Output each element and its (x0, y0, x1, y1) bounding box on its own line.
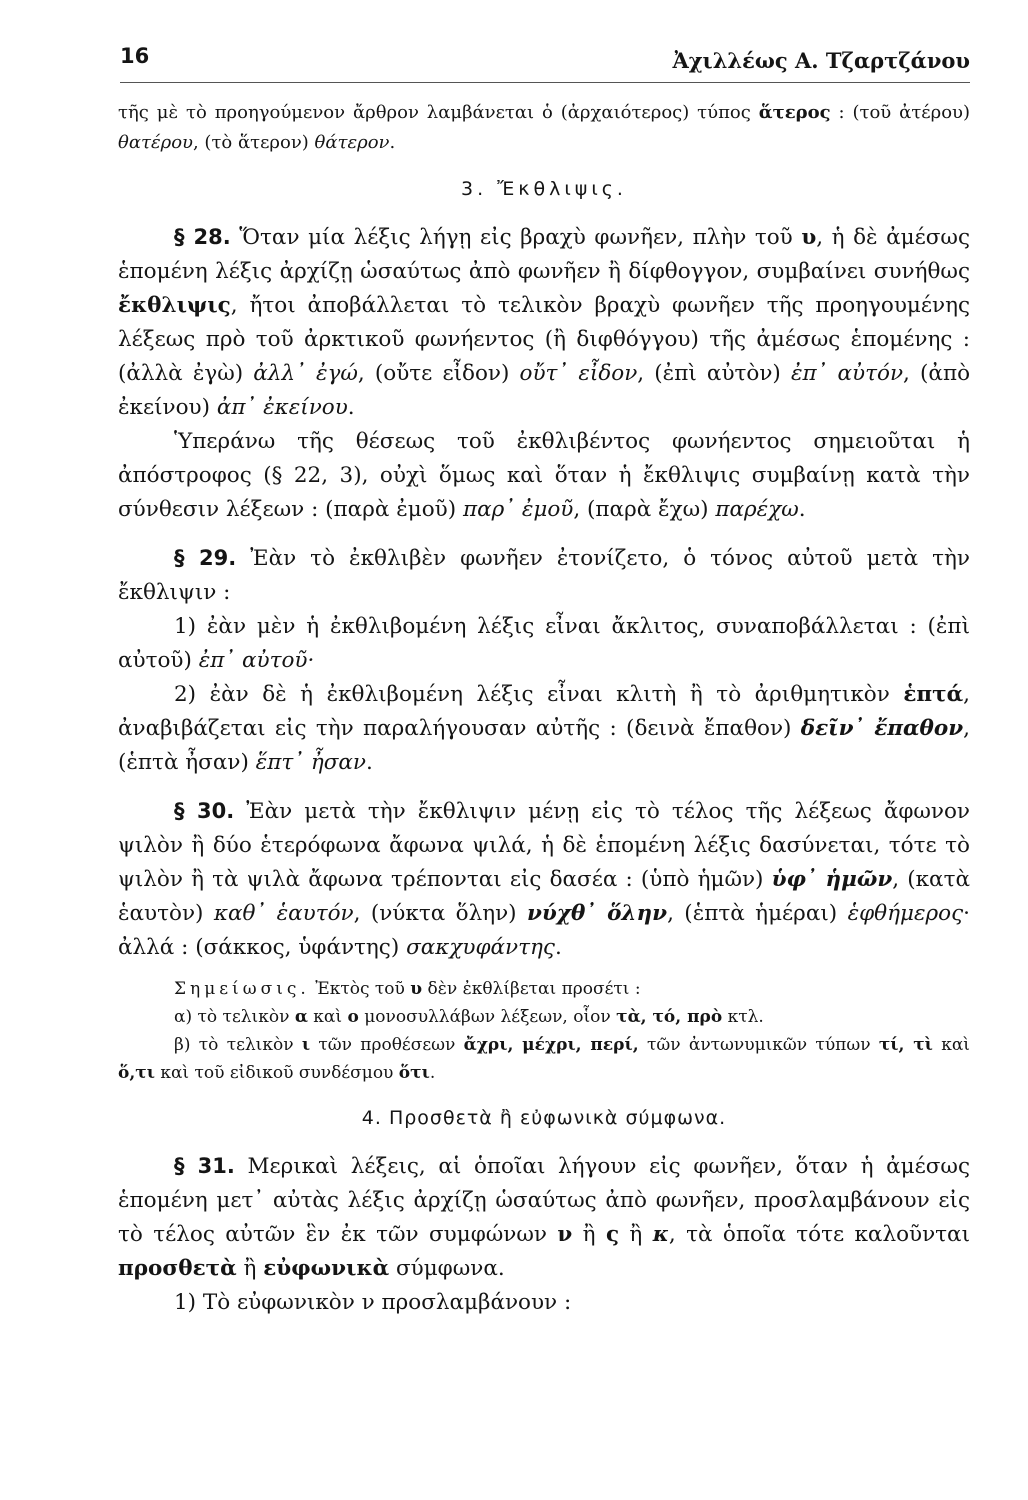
note-item-beta: β) τὸ τελικὸν ι τῶν προθέσεων ἄχρι, μέχρι, περί, τῶν ἀντωνυμικῶν τύπων τί, τὶ καὶ ὅ,τι καὶ τοῦ εἰδικοῦ συνδέσμου ὅτι. (118, 1035, 970, 1083)
note-block (118, 975, 970, 1087)
paragraph-29-item-2: 2) ἐὰν δὲ ἡ ἐκθλιβομένη λέξις εἶναι κλιτὴ ἢ τὸ ἀριθμητικὸν ἑπτά, ἀναβιβάζεται εἰς τὴν παραλήγουσαν αὐτῆς : (δεινὰ ἔπαθον) δεῖν᾿ ἔπαθον, (ἑπτὰ ἦσαν) ἕπτ᾿ ἦσαν. (118, 682, 971, 775)
intro-paragraph: τῆς μὲ τὸ προηγούμενον ἄρθρον λαμβάνεται ὁ (ἀρχαιότερος) τύπος ἅτερος : (τοῦ ἀτέρου) θατέρου, (τὸ ἅτερον) θάτερον. (118, 102, 970, 153)
paragraph-28: § 28. Ὅταν μία λέξις λήγῃ εἰς βραχὺ φωνῆεν, πλὴν τοῦ υ, ἡ δὲ ἀμέσως ἑπομένη λέξις ἀρχίζῃ ὡσαύτως ἀπὸ φωνῆεν ἢ δίφθογγον, συμβαίνει συνήθως ἔκθλιψις, ἤτοι ἀποβάλλεται τὸ τελικὸν βραχὺ φωνῆεν τῆς προηγουμένης λέξεως πρὸ τοῦ ἀρκτικοῦ φωνήεντος (ἢ διφθόγγου) τῆς ἀμέσως ἑπομένης : (ἀλλὰ ἐγὼ) ἀλλ᾿ ἐγώ, (οὔτε εἶδον) οὔτ᾿ εἶδον, (ἐπὶ αὐτὸν) ἐπ᾿ αὐτόν, (ἀπὸ ἐκείνου) ἀπ᾿ ἐκείνου. (118, 225, 971, 420)
subheading-ekthlipsis: 3. Ἔκθλιψις. (461, 178, 627, 200)
paragraph-31-item-1: 1) Τὸ εὐφωνικὸν ν προσλαμβάνουν : (174, 1290, 572, 1315)
paragraph-31: § 31. Μερικαὶ λέξεις, αἱ ὁποῖαι λήγουν εἰς φωνῆεν, ὅταν ἡ ἀμέσως ἑπομένη μετ᾿ αὐτὰς λέξις ἀρχίζῃ ὡσαύτως ἀπὸ φωνῆεν, προσλαμβάνουν εἰς τὸ τέλος αὐτῶν ἓν ἐκ τῶν συμφώνων ν ἢ ς ἢ κ, τὰ ὁποῖα τότε καλοῦνται προσθετὰ ἢ εὐφωνικὰ σύμφωνα. (118, 1154, 971, 1281)
paragraph-28-apostrophe: Ὑπεράνω τῆς θέσεως τοῦ ἐκθλιβέντος φωνήεντος σημειοῦται ἡ ἀπόστροφος (§ 22, 3), οὐχὶ ὅμως καὶ ὅταν ἡ ἔκθλιψις συμβαίνῃ κατὰ τὴν σύνθεσιν λέξεων : (παρὰ ἐμοῦ) παρ᾿ ἐμοῦ, (παρὰ ἔχω) παρέχω. (118, 429, 970, 522)
paragraph-29: § 29. Ἐὰν τὸ ἐκθλιβὲν φωνῆεν ἐτονίζετο, ὁ τόνος αὐτοῦ μετὰ τὴν ἔκθλιψιν : (118, 546, 970, 605)
paragraph-30: § 30. Ἐὰν μετὰ τὴν ἔκθλιψιν μένῃ εἰς τὸ τέλος τῆς λέξεως ἄφωνον ψιλὸν ἢ δύο ἑτερόφωνα ἄφωνα ψιλά, ἡ δὲ ἑπομένη λέξις δασύνεται, τότε τὸ ψιλὸν ἢ τὰ ψιλὰ ἄφωνα τρέπονται εἰς δασέα : (ὑπὸ ἡμῶν) ὑφ᾿ ἡμῶν, (κατὰ ἑαυτὸν) καθ᾿ ἑαυτόν, (νύκτα ὅλην) νύχθ᾿ ὅλην, (ἑπτὰ ἡμέραι) ἑφθήμερος· ἀλλά : (σάκκος, ὑφάντης) σακχυφάντης. (118, 799, 971, 960)
note-intro: Σημείωσις. Ἐκτὸς τοῦ υ δὲν ἐκθλίβεται προσέτι : (174, 979, 641, 999)
paragraph-29-item-1: 1) ἐὰν μὲν ἡ ἐκθλιβομένη λέξις εἶναι ἄκλιτος, συναποβάλλεται : (ἐπὶ αὐτοῦ) ἐπ᾿ αὐτοῦ· (118, 614, 970, 673)
subheading-prosthetic-consonants: 4. Προσθετὰ ἢ εὐφωνικὰ σύμφωνα. (361, 1107, 727, 1129)
page-number: 16 (120, 44, 150, 68)
body-text (118, 98, 970, 1320)
page-header (120, 38, 970, 83)
note-item-alpha: α) τὸ τελικὸν α καὶ ο μονοσυλλάβων λέξεων, οἷον τὰ, τό, πρὸ κτλ. (174, 1007, 764, 1027)
running-head: Ἀχιλλέως Α. Τζαρτζάνου (672, 48, 970, 73)
